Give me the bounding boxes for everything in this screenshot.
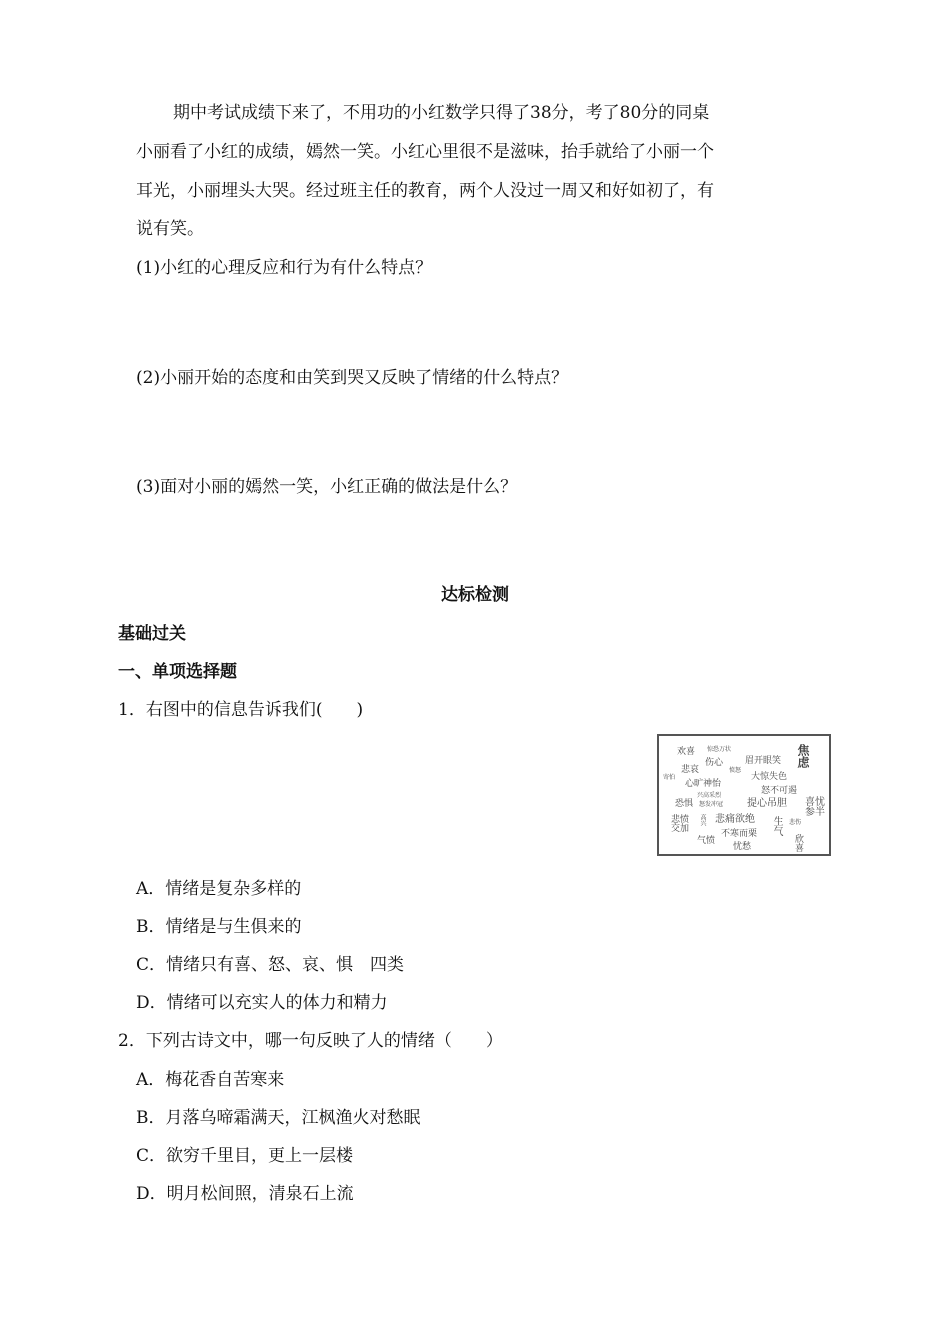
question-3: (3)面对小丽的嫣然一笑，小红正确的做法是什么？	[136, 477, 518, 497]
figure-word: 愤怒	[729, 767, 742, 774]
figure-word: 怒发冲冠	[699, 801, 724, 808]
figure-word: 恐惧	[675, 799, 694, 809]
figure-word: 欢喜	[677, 747, 696, 757]
figure-word: 悲痛欲绝	[715, 814, 755, 825]
figure-word: 心旷神怡	[685, 779, 722, 789]
mc2-stem: 2．下列古诗文中，哪一句反映了人的情绪（ ）	[118, 1031, 503, 1051]
figure-word: 悲伤	[789, 819, 802, 826]
figure-word: 气愤	[697, 836, 716, 846]
mc1-option-b: B．情绪是与生俱来的	[136, 917, 302, 937]
emotion-words-figure	[657, 734, 831, 856]
figure-word: 惊恐万状	[707, 746, 732, 753]
passage-line: 小丽看了小红的成绩，嫣然一笑。小红心里很不是滋味，抬手就给了小丽一个	[136, 142, 714, 162]
figure-word: 兴高采烈	[697, 792, 722, 799]
section-title: 达标检测	[441, 585, 509, 605]
passage-line: 说有笑。	[136, 219, 204, 239]
passage-line: 期中考试成绩下来了，不用功的小红数学只得了38分，考了80分的同桌	[173, 103, 710, 123]
figure-word: 欣喜	[793, 834, 803, 852]
figure-word: 高兴	[699, 814, 706, 826]
figure-word: 不寒而栗	[721, 829, 758, 839]
mc1-option-c: C．情绪只有喜、怒、哀、惧 四类	[136, 955, 405, 975]
question-1: (1)小红的心理反应和行为有什么特点？	[136, 258, 433, 278]
section-subtitle: 基础过关	[118, 624, 186, 644]
mc1-stem: 1．右图中的信息告诉我们( )	[118, 700, 364, 720]
mc2-option-a: A．梅花香自苦寒来	[136, 1070, 285, 1090]
question-2: (2)小丽开始的态度和由笑到哭又反映了情绪的什么特点？	[136, 368, 569, 388]
figure-word: 怒不可遏	[761, 786, 798, 796]
mc2-option-b: B．月落乌啼霜满天，江枫渔火对愁眠	[136, 1108, 421, 1128]
figure-word: 悲哀	[681, 765, 700, 775]
figure-word: 喜忧参半	[805, 797, 825, 818]
figure-word: 提心吊胆	[747, 798, 787, 809]
figure-word: 忧愁	[733, 842, 752, 852]
figure-word: 寄怕	[663, 774, 676, 781]
part-heading: 一、单项选择题	[118, 662, 237, 682]
figure-word: 焦虑	[796, 744, 810, 768]
mc1-option-d: D．情绪可以充实人的体力和精力	[136, 993, 388, 1013]
mc2-option-c: C．欲穷千里目，更上一层楼	[136, 1146, 354, 1166]
figure-word: 眉开眼笑	[745, 756, 782, 766]
mc2-option-d: D．明月松间照，清泉石上流	[136, 1184, 354, 1204]
mc1-option-a: A．情绪是复杂多样的	[136, 879, 302, 899]
figure-word: 生气	[771, 816, 782, 836]
passage-line: 耳光，小丽埋头大哭。经过班主任的教育，两个人没过一周又和好如初了，有	[136, 181, 714, 201]
figure-word: 悲愤交加	[671, 815, 690, 834]
figure-word: 大惊失色	[751, 772, 788, 782]
figure-word: 伤心	[705, 758, 724, 768]
